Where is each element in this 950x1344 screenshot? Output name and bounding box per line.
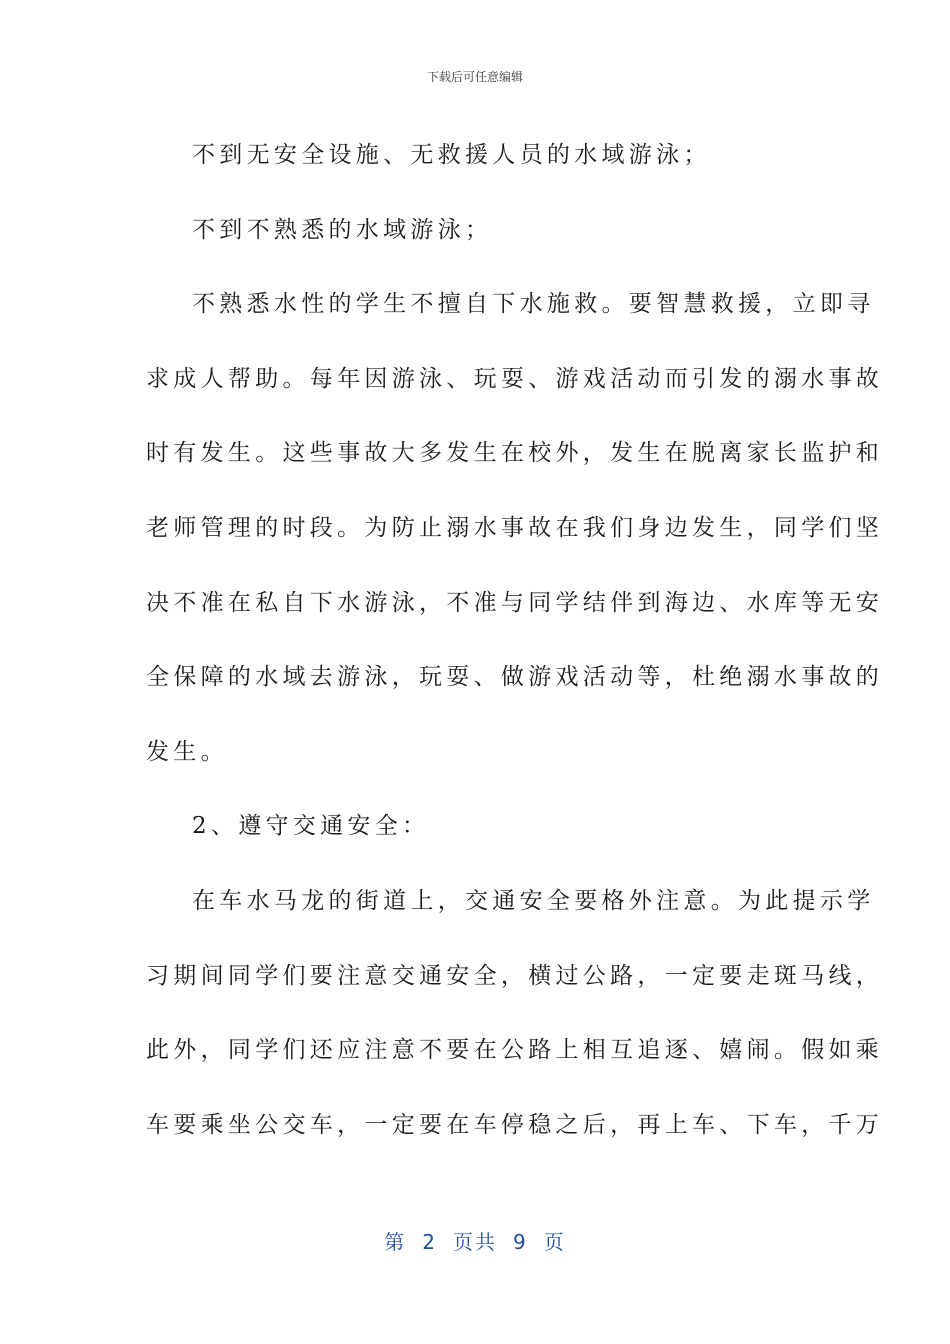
paragraph-5 (146, 864, 884, 1162)
text-line: 不熟悉水性的学生不擅自下水施救。要智慧救援，立即寻 (192, 291, 875, 318)
paragraph-3 (146, 267, 884, 789)
text-line: 不到不熟悉的水域游泳； (192, 216, 493, 243)
text-line: 决不准在私自下水游泳，不准与同学结伴到海边、水库等无安 (146, 589, 884, 616)
text-line: 老师管理的时段。为防止溺水事故在我们身边发生，同学们坚 (146, 514, 884, 541)
text-line: 在车水马龙的街道上，交通安全要格外注意。为此提示学 (192, 887, 875, 914)
text-line: 习期间同学们要注意交通安全，横过公路，一定要走斑马线， (146, 962, 884, 989)
text-line: 求成人帮助。每年因游泳、玩耍、游戏活动而引发的溺水事故 (146, 365, 884, 392)
paragraph-4-heading (146, 789, 798, 864)
page-number-footer (0, 1226, 950, 1255)
section-heading: 2、遵守交通安全： (192, 813, 430, 840)
page-prefix: 第 (384, 1230, 407, 1254)
text-line: 全保障的水域去游泳，玩耍、做游戏活动等，杜绝溺水事故的 (146, 664, 884, 691)
page-mid: 页共 (453, 1230, 497, 1254)
text-line: 车要乘坐公交车，一定要在车停稳之后，再上车、下车，千万 (146, 1111, 884, 1138)
text-line: 不到无安全设施、无救援人员的水域游泳； (192, 142, 711, 168)
text-line: 此外，同学们还应注意不要在公路上相互追逐、嬉闹。假如乘 (146, 1037, 884, 1064)
page-header-note: 下载后可任意编辑 (426, 70, 523, 84)
paragraph-2 (146, 193, 798, 268)
text-line: 发生。 (146, 738, 228, 765)
paragraph-1 (146, 118, 798, 193)
document-body (146, 118, 884, 1162)
text-line: 时有发生。这些事故大多发生在校外，发生在脱离家长监护和 (146, 440, 884, 467)
current-page-number: 2 (422, 1230, 437, 1254)
total-pages-number: 9 (513, 1230, 528, 1254)
page-suffix: 页 (543, 1230, 566, 1254)
